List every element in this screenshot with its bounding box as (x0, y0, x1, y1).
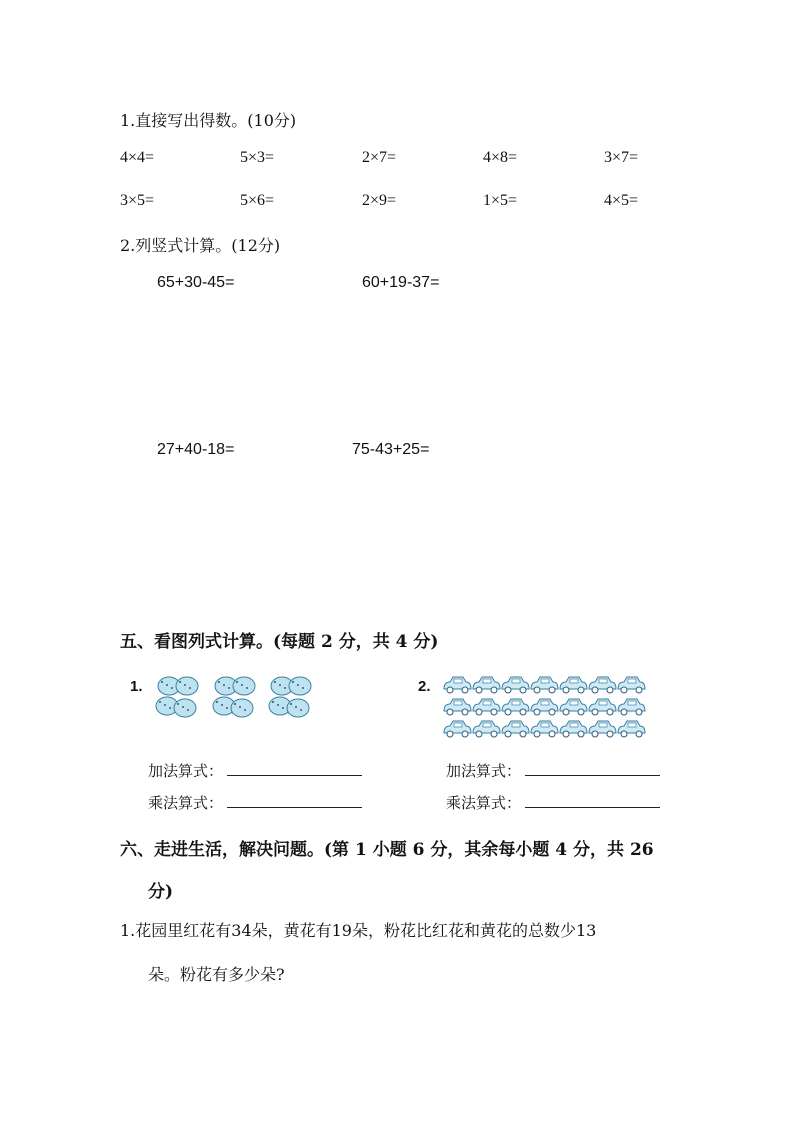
problem1-line2: 朵。粉花有多少朵? (148, 965, 285, 984)
egg-dot (272, 701, 274, 703)
egg-dot (274, 681, 276, 683)
q1-r1-c5: 3×7= (604, 149, 639, 166)
car-icon (618, 721, 645, 737)
car-icon (589, 699, 616, 715)
item1-add-answer-line[interactable] (227, 761, 362, 776)
q2-problem-2: 60+19-37= (362, 274, 440, 291)
section5-title: 五、看图列式计算。(每题 2 分，共 4 分) (120, 632, 439, 652)
item2-mul-row (446, 792, 660, 813)
car-icon (473, 721, 500, 737)
egg-icon (176, 677, 198, 695)
q1-r2-c4: 1×5= (483, 192, 518, 209)
egg-dot (239, 706, 241, 708)
q2-title: 2.列竖式计算。(12分) (120, 236, 281, 255)
problem1-line1: 1.花园里红花有34朵，黄花有19朵，粉花比红花和黄花的总数少13 (120, 921, 597, 940)
egg-dot (244, 709, 246, 711)
car-icon (589, 677, 616, 693)
car-icon (589, 721, 616, 737)
item1-mul-answer-line[interactable] (227, 793, 362, 808)
egg-dot (189, 687, 191, 689)
q1-r1-c1: 4×4= (120, 149, 155, 166)
egg-dot (297, 684, 299, 686)
q1-r1-c2: 5×3= (240, 149, 275, 166)
egg-dot (302, 687, 304, 689)
item2-number: 2. (418, 678, 431, 695)
car-icon (560, 721, 587, 737)
egg-dot (292, 681, 294, 683)
car-icon (444, 721, 471, 737)
q1-r1-c3: 2×7= (362, 149, 397, 166)
q2-problem-4: 75-43+25= (352, 441, 430, 458)
car-icon (531, 721, 558, 737)
egg-icon (233, 677, 255, 695)
egg-dot (179, 681, 181, 683)
egg-dot (279, 684, 281, 686)
egg-dot (228, 687, 230, 689)
egg-dot (221, 704, 223, 706)
egg-dot (159, 701, 161, 703)
egg-dot (295, 706, 297, 708)
car-icon (502, 721, 529, 737)
egg-dot (223, 684, 225, 686)
item2-add-label: 加法算式： (446, 762, 522, 780)
car-icon (502, 677, 529, 693)
egg-dot (282, 707, 284, 709)
q1-r2-c1: 3×5= (120, 192, 155, 209)
egg-dot (290, 703, 292, 705)
egg-dot (246, 687, 248, 689)
q1-title: 1.直接写出得数。(10分) (120, 111, 297, 130)
egg-dot (277, 704, 279, 706)
egg-icon (174, 699, 196, 717)
item1-mul-row (148, 792, 362, 813)
toy-cars-picture (442, 674, 658, 742)
q1-r2-c5: 4×5= (604, 192, 639, 209)
egg-group (269, 677, 311, 717)
egg-dot (187, 709, 189, 711)
egg-icon (231, 699, 253, 717)
car-icon (618, 699, 645, 715)
egg-dot (234, 703, 236, 705)
egg-dot (226, 707, 228, 709)
egg-dot (171, 687, 173, 689)
egg-icon (289, 677, 311, 695)
egg-dot (236, 681, 238, 683)
car-icon (531, 699, 558, 715)
egg-groups-picture (152, 670, 322, 732)
q2-problem-1: 65+30-45= (157, 274, 235, 291)
q1-r2-c2: 5×6= (240, 192, 275, 209)
q1-r1-c4: 4×8= (483, 149, 518, 166)
car-icon (473, 677, 500, 693)
car-icon (560, 677, 587, 693)
car-icon (618, 677, 645, 693)
egg-dot (216, 701, 218, 703)
egg-group (156, 677, 198, 717)
item2-add-row (446, 760, 660, 781)
egg-group (213, 677, 255, 717)
q2-problem-3: 27+40-18= (157, 441, 235, 458)
item2-mul-label: 乘法算式： (446, 794, 522, 812)
egg-dot (169, 707, 171, 709)
egg-dot (166, 684, 168, 686)
egg-dot (218, 681, 220, 683)
section6-title-line2: 分) (148, 882, 174, 902)
item1-add-label: 加法算式： (148, 762, 224, 780)
item2-add-answer-line[interactable] (525, 761, 660, 776)
egg-dot (284, 687, 286, 689)
section6-title-line1: 六、走进生活，解决问题。(第 1 小题 6 分，其余每小题 4 分，共 26 (120, 840, 654, 860)
item1-number: 1. (130, 678, 143, 695)
egg-dot (177, 703, 179, 705)
car-icon (473, 699, 500, 715)
egg-dot (161, 681, 163, 683)
q1-r2-c3: 2×9= (362, 192, 397, 209)
item2-mul-answer-line[interactable] (525, 793, 660, 808)
egg-dot (300, 709, 302, 711)
car-icon (560, 699, 587, 715)
egg-dot (241, 684, 243, 686)
egg-dot (182, 706, 184, 708)
item1-mul-label: 乘法算式： (148, 794, 224, 812)
car-icon (444, 677, 471, 693)
car-icon (531, 677, 558, 693)
car-icon (502, 699, 529, 715)
egg-dot (164, 704, 166, 706)
item1-add-row (148, 760, 362, 781)
egg-icon (287, 699, 309, 717)
egg-dot (184, 684, 186, 686)
car-icon (444, 699, 471, 715)
